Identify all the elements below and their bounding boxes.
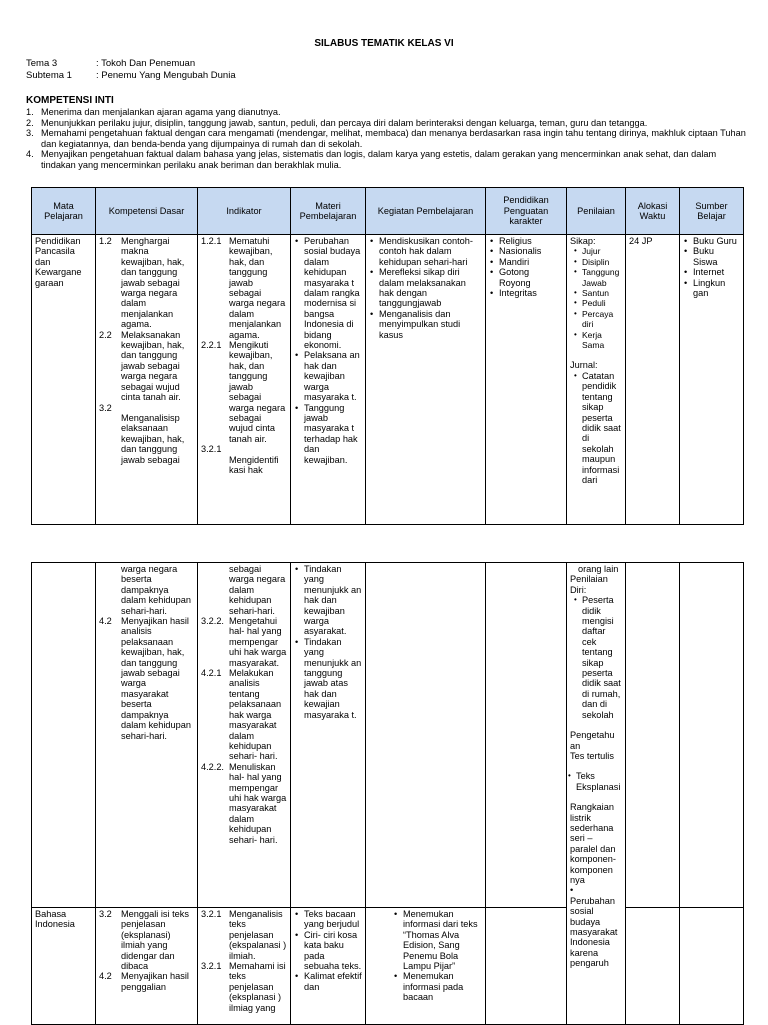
cell-indikator: [198, 908, 291, 1025]
ki-text: Menerima dan menjalankan ajaran agama yang dianutnya.: [41, 107, 281, 117]
cell-ppk: [486, 563, 567, 908]
indikator-text: Melakukan analisis tentang pelaksanaan hak warga masyarakat dalam kehidupan sehari- hari.: [229, 668, 282, 762]
subtema-line: [26, 70, 236, 81]
indikator-text: Menganalisis teks penjelasan (ekspalanasi ) ilmiah.: [229, 909, 287, 961]
kd-number: 3.2: [99, 402, 112, 413]
kd-item: [99, 616, 194, 741]
ki-text: Menyajikan pengetahuan faktual dalam bahasa yang jelas, sistematis dan logis, dalam karya yang estetis, dalam gerakan yang mencerminkan anak sehat, dan dalam tindakan yang mencerminkan perilaku anak beriman dan berakhlak mulia.: [41, 149, 717, 170]
sikap-item: • Jujur: [576, 246, 622, 256]
materi-item: • Tindakan yang menunjukk an hak dan kewajiban warga asyarakat.: [304, 564, 362, 637]
header-sumber: Sumber Belajar: [680, 188, 744, 235]
sumber-item: • Internet: [693, 267, 740, 277]
cell-indikator: [198, 563, 291, 908]
cell-sumber: [680, 563, 744, 908]
sikap-item: • Santun: [576, 288, 622, 298]
header-penilaian: Penilaian: [567, 188, 626, 235]
indikator-number: 3.2.1: [201, 909, 222, 919]
kegiatan-item: • Menemukan informasi dari teks “Thomas Alva Edision, Sang Penemu Bola Lampu Pijar”: [403, 909, 482, 971]
materi-item: • Pelaksana an hak dan kewajiban warga masyaraka t.: [304, 350, 362, 402]
perubahan-text: Perubahan sosial budaya masyarakat Indonesia karena pengaruh: [570, 895, 618, 969]
indikator-item: [201, 340, 287, 444]
sumber-list: [683, 236, 740, 298]
cell-alokasi: [626, 908, 680, 1025]
ppk-item: • Integritas: [499, 288, 563, 298]
indikator-text: Menuliskan hal- hal yang mempengar uhi hak warga masyarakat dalam kehidupan sehari- hari.: [229, 761, 287, 845]
cell-kegiatan: [366, 563, 486, 908]
materi-list: [294, 236, 362, 465]
sikap-item: • Tanggung Jawab: [576, 267, 622, 288]
materi-item: • Tindakan yang menunjukk an tanggung jawab atas hak dan kewajian masyaraka t.: [304, 637, 362, 720]
ppk-item: • Religius: [499, 236, 563, 246]
indikator-text: Mengidentifi kasi hak: [229, 454, 279, 475]
indikator-text: Mengetahui hal- hal yang mempengar uhi hak warga masyarakat.: [229, 616, 287, 668]
ki-item: [26, 149, 746, 170]
cell-mapel: [32, 563, 96, 908]
sikap-label: Sikap:: [570, 236, 596, 246]
header-kegiatan: Kegiatan Pembelajaran: [366, 188, 486, 235]
pengetahuan-label: Pengetahu an: [570, 730, 615, 751]
ki-text: Menunjukkan perilaku jujur, disiplin, tanggung jawab, santun, peduli, dan percaya diri dalam berinteraksi dengan keluarga, teman, guru dan tetangga.: [41, 117, 648, 128]
table-row: [32, 563, 744, 908]
sikap-item: • Kerja Sama: [576, 330, 622, 351]
indikator-number: 4.2.2.: [201, 761, 224, 772]
penilaian-diri-list: [570, 595, 622, 720]
cell-mapel: [32, 908, 96, 1025]
kd-number: 4.2: [99, 616, 112, 627]
indikator-number: 1.2.1: [201, 236, 222, 246]
page-title: SILABUS TEMATIK KELAS VI: [314, 38, 454, 49]
tema-label: Tema 3: [26, 58, 58, 69]
header-materi: Materi Pembelajaran: [291, 188, 366, 235]
materi-item: • Teks bacaan yang berjudul: [304, 909, 362, 930]
indikator-item: [201, 455, 287, 476]
cell-ppk: [486, 908, 567, 1025]
kd-text: Menghargai makna kewajiban, hak, dan tanggung jawab sebagai warga negara dalam menjalankan agama.: [121, 236, 185, 330]
sumber-item: • Buku Guru: [693, 236, 740, 246]
cell-mapel: [32, 235, 96, 525]
kd-number: 4.2: [99, 971, 112, 982]
ki-list: [26, 107, 746, 170]
kegiatan-list: [369, 909, 482, 1003]
kd-text: Menganalisisp elaksanaan kewajiban, hak, dan tanggung jawab sebagai: [121, 412, 185, 465]
sikap-list: [570, 246, 622, 350]
tes-tertulis: Tes tertulis: [570, 750, 614, 761]
cell-sumber: [680, 235, 744, 525]
ppk-item: • Nasionalis: [499, 246, 563, 256]
header-alokasi: Alokasi Waktu: [626, 188, 680, 235]
rangkaian-text: Rangkaian listrik sederhana seri – paralel dan komponen- komponen nya: [570, 802, 616, 885]
ki-heading: KOMPETENSI INTI: [26, 95, 114, 106]
kd-number: 2.2: [99, 329, 112, 340]
mapel-text: Pendidikan Pancasila dan Kewargane garaan: [35, 236, 82, 288]
ki-number: 1.: [26, 107, 34, 117]
indikator-number: 4.2.1: [201, 668, 222, 679]
jurnal-item: • Catatan pendidik tentang sikap peserta didik saat di sekolah maupun informasi dari: [576, 371, 622, 485]
indikator-text: Memahami isi teks penjelasan (eksplanasi ) ilmiag yang: [229, 961, 286, 1013]
kd-item: [99, 236, 194, 330]
header-mata-pelajaran: Mata Pelajaran: [32, 188, 96, 235]
cell-kd: [96, 908, 198, 1025]
indikator-number: 2.2.1: [201, 340, 222, 351]
cell-materi: [291, 908, 366, 1025]
cell-indikator: [198, 235, 291, 525]
cell-kegiatan: [366, 235, 486, 525]
jurnal-label: Jurnal:: [570, 360, 598, 371]
indikator-item: [201, 668, 287, 762]
ki-number: 4.: [26, 149, 34, 159]
indikator-text: sebagai warga negara dalam kehidupan sehari-hari.: [229, 564, 286, 616]
ppk-item: • Mandiri: [499, 257, 563, 267]
sikap-item: • Disiplin: [576, 257, 622, 267]
materi-item: • Perubahan sosial budaya dalam kehidupan masyaraka t dalam rangka modernisa si bangsa Indonesia di bidang ekonomi.: [304, 236, 362, 350]
ki-item: [26, 107, 746, 118]
kd-item: [99, 971, 194, 992]
kd-item: [99, 413, 194, 465]
tema-value: : Tokoh Dan Penemuan: [96, 58, 196, 69]
penilaian-continued: orang lain: [578, 564, 619, 574]
indikator-text: Mengikuti kewajiban, hak, dan tanggung jawab sebagai warga negara sebagai wujud cinta tanah air.: [229, 340, 286, 444]
kd-number: 1.2: [99, 236, 112, 246]
syllabus-table-page-1: [31, 187, 744, 525]
kegiatan-item: • Menganalisis dan menyimpulkan studi kasus: [379, 309, 482, 340]
ki-text: Memahami pengetahuan faktual dengan cara mengamati (mendengar, melihat, membaca) dan menanya berdasarkan rasa ingin tahu tentang dirinya, makhluk ciptaan Tuhan dan kegiatannya, dan benda-benda yang dijumpainya di rumah dan di sekolah.: [41, 128, 746, 149]
syllabus-table-page-2: [31, 562, 744, 1025]
kegiatan-item: • Merefleksi sikap diri dalam melaksanakan hak dengan tanggungjawab: [379, 267, 482, 309]
cell-penilaian: [567, 235, 626, 525]
materi-list: [294, 564, 362, 720]
teks-item: • Teks Eksplanasi: [570, 771, 622, 792]
kd-item: [99, 330, 194, 403]
header-kompetensi-dasar: Kompetensi Dasar: [96, 188, 198, 235]
cell-materi: [291, 563, 366, 908]
kd-item: [99, 909, 194, 971]
indikator-item: [201, 762, 287, 845]
sikap-item: • Peduli: [576, 298, 622, 308]
sikap-item: • Percaya diri: [576, 309, 622, 330]
cell-kd: [96, 563, 198, 908]
indikator-item: [201, 961, 287, 1013]
cell-sumber: [680, 908, 744, 1025]
indikator-item: [201, 564, 287, 616]
kd-number: 3.2: [99, 909, 112, 919]
header-indikator: Indikator: [198, 188, 291, 235]
cell-ppk: [486, 235, 567, 525]
kd-text: Menyajikan hasil penggalian: [121, 971, 189, 992]
kd-text: Melaksanakan kewajiban, hak, dan tanggung jawab sebagai warga negara sebagai wujud cinta tanah air.: [121, 329, 185, 403]
ki-number: 3.: [26, 128, 34, 138]
materi-item: • Tanggung jawab masyaraka t terhadap hak dan kewajiban.: [304, 403, 362, 465]
table-header-row: [32, 188, 744, 235]
kd-text: warga negara beserta dampaknya dalam kehidupan sehari-hari.: [121, 564, 191, 616]
materi-item: • Ciri- ciri kosa kata baku pada sebuaha teks.: [304, 930, 362, 972]
ki-item: [26, 128, 746, 149]
cell-materi: [291, 235, 366, 525]
cell-kegiatan: [366, 908, 486, 1025]
kd-item: [99, 564, 194, 616]
kegiatan-item: • Mendiskusikan contoh-contoh hak dalam kehidupan sehari-hari: [379, 236, 482, 267]
indikator-item: [201, 616, 287, 668]
indikator-item: [201, 236, 287, 340]
sumber-item: • Buku Siswa: [693, 246, 740, 267]
ppk-list: [489, 236, 563, 298]
indikator-number: 3.2.1: [201, 961, 222, 972]
penilaian-diri-label: Penilaian Diri:: [570, 574, 608, 595]
kd-text: Menggali isi teks penjelasan (eksplanasi) ilmiah yang didengar dan dibaca: [121, 909, 189, 972]
kegiatan-list: [369, 236, 482, 340]
alokasi-value: 24 JP: [629, 236, 653, 246]
cell-alokasi: [626, 563, 680, 908]
materi-list: [294, 909, 362, 992]
cell-penilaian: [567, 563, 626, 1025]
indikator-number: 3.2.1: [201, 444, 222, 455]
header-ppk: Pendidikan Penguatan karakter: [486, 188, 567, 235]
subtema-label: Subtema 1: [26, 70, 72, 81]
ppk-item: • Gotong Royong: [499, 267, 563, 288]
jurnal-list: [570, 371, 622, 485]
cell-alokasi: [626, 235, 680, 525]
table-row: [32, 908, 744, 1025]
table-row: [32, 235, 744, 525]
penilaian-diri-item: • Peserta didik mengisi daftar cek tentang sikap peserta didik saat di rumah, dan di sekolah: [576, 595, 622, 720]
sumber-item: • Lingkun gan: [693, 278, 740, 299]
subtema-value: : Penemu Yang Mengubah Dunia: [96, 70, 236, 81]
kd-text: Menyajikan hasil analisis pelaksanaan kewajiban, hak, dan tanggung jawab sebagai warga masyarakat beserta dampaknya dalam kehidupan sehari-hari.: [121, 616, 191, 741]
ki-number: 2.: [26, 117, 34, 128]
kegiatan-item: • Menemukan informasi pada bacaan: [403, 971, 482, 1002]
cell-kd: [96, 235, 198, 525]
teks-list: [570, 771, 622, 792]
ki-item: [26, 118, 746, 129]
indikator-item: [201, 909, 287, 961]
indikator-number: 3.2.2.: [201, 616, 224, 627]
tema-line: [26, 58, 195, 69]
mapel-text: Bahasa Indonesia: [35, 909, 75, 930]
materi-item: • Kalimat efektif dan: [304, 971, 362, 992]
bullet-mark: •: [570, 885, 574, 896]
indikator-text: Mematuhi kewajiban, hak, dan tanggung jawab sebagai warga negara dalam menjalankan agama.: [229, 236, 286, 340]
